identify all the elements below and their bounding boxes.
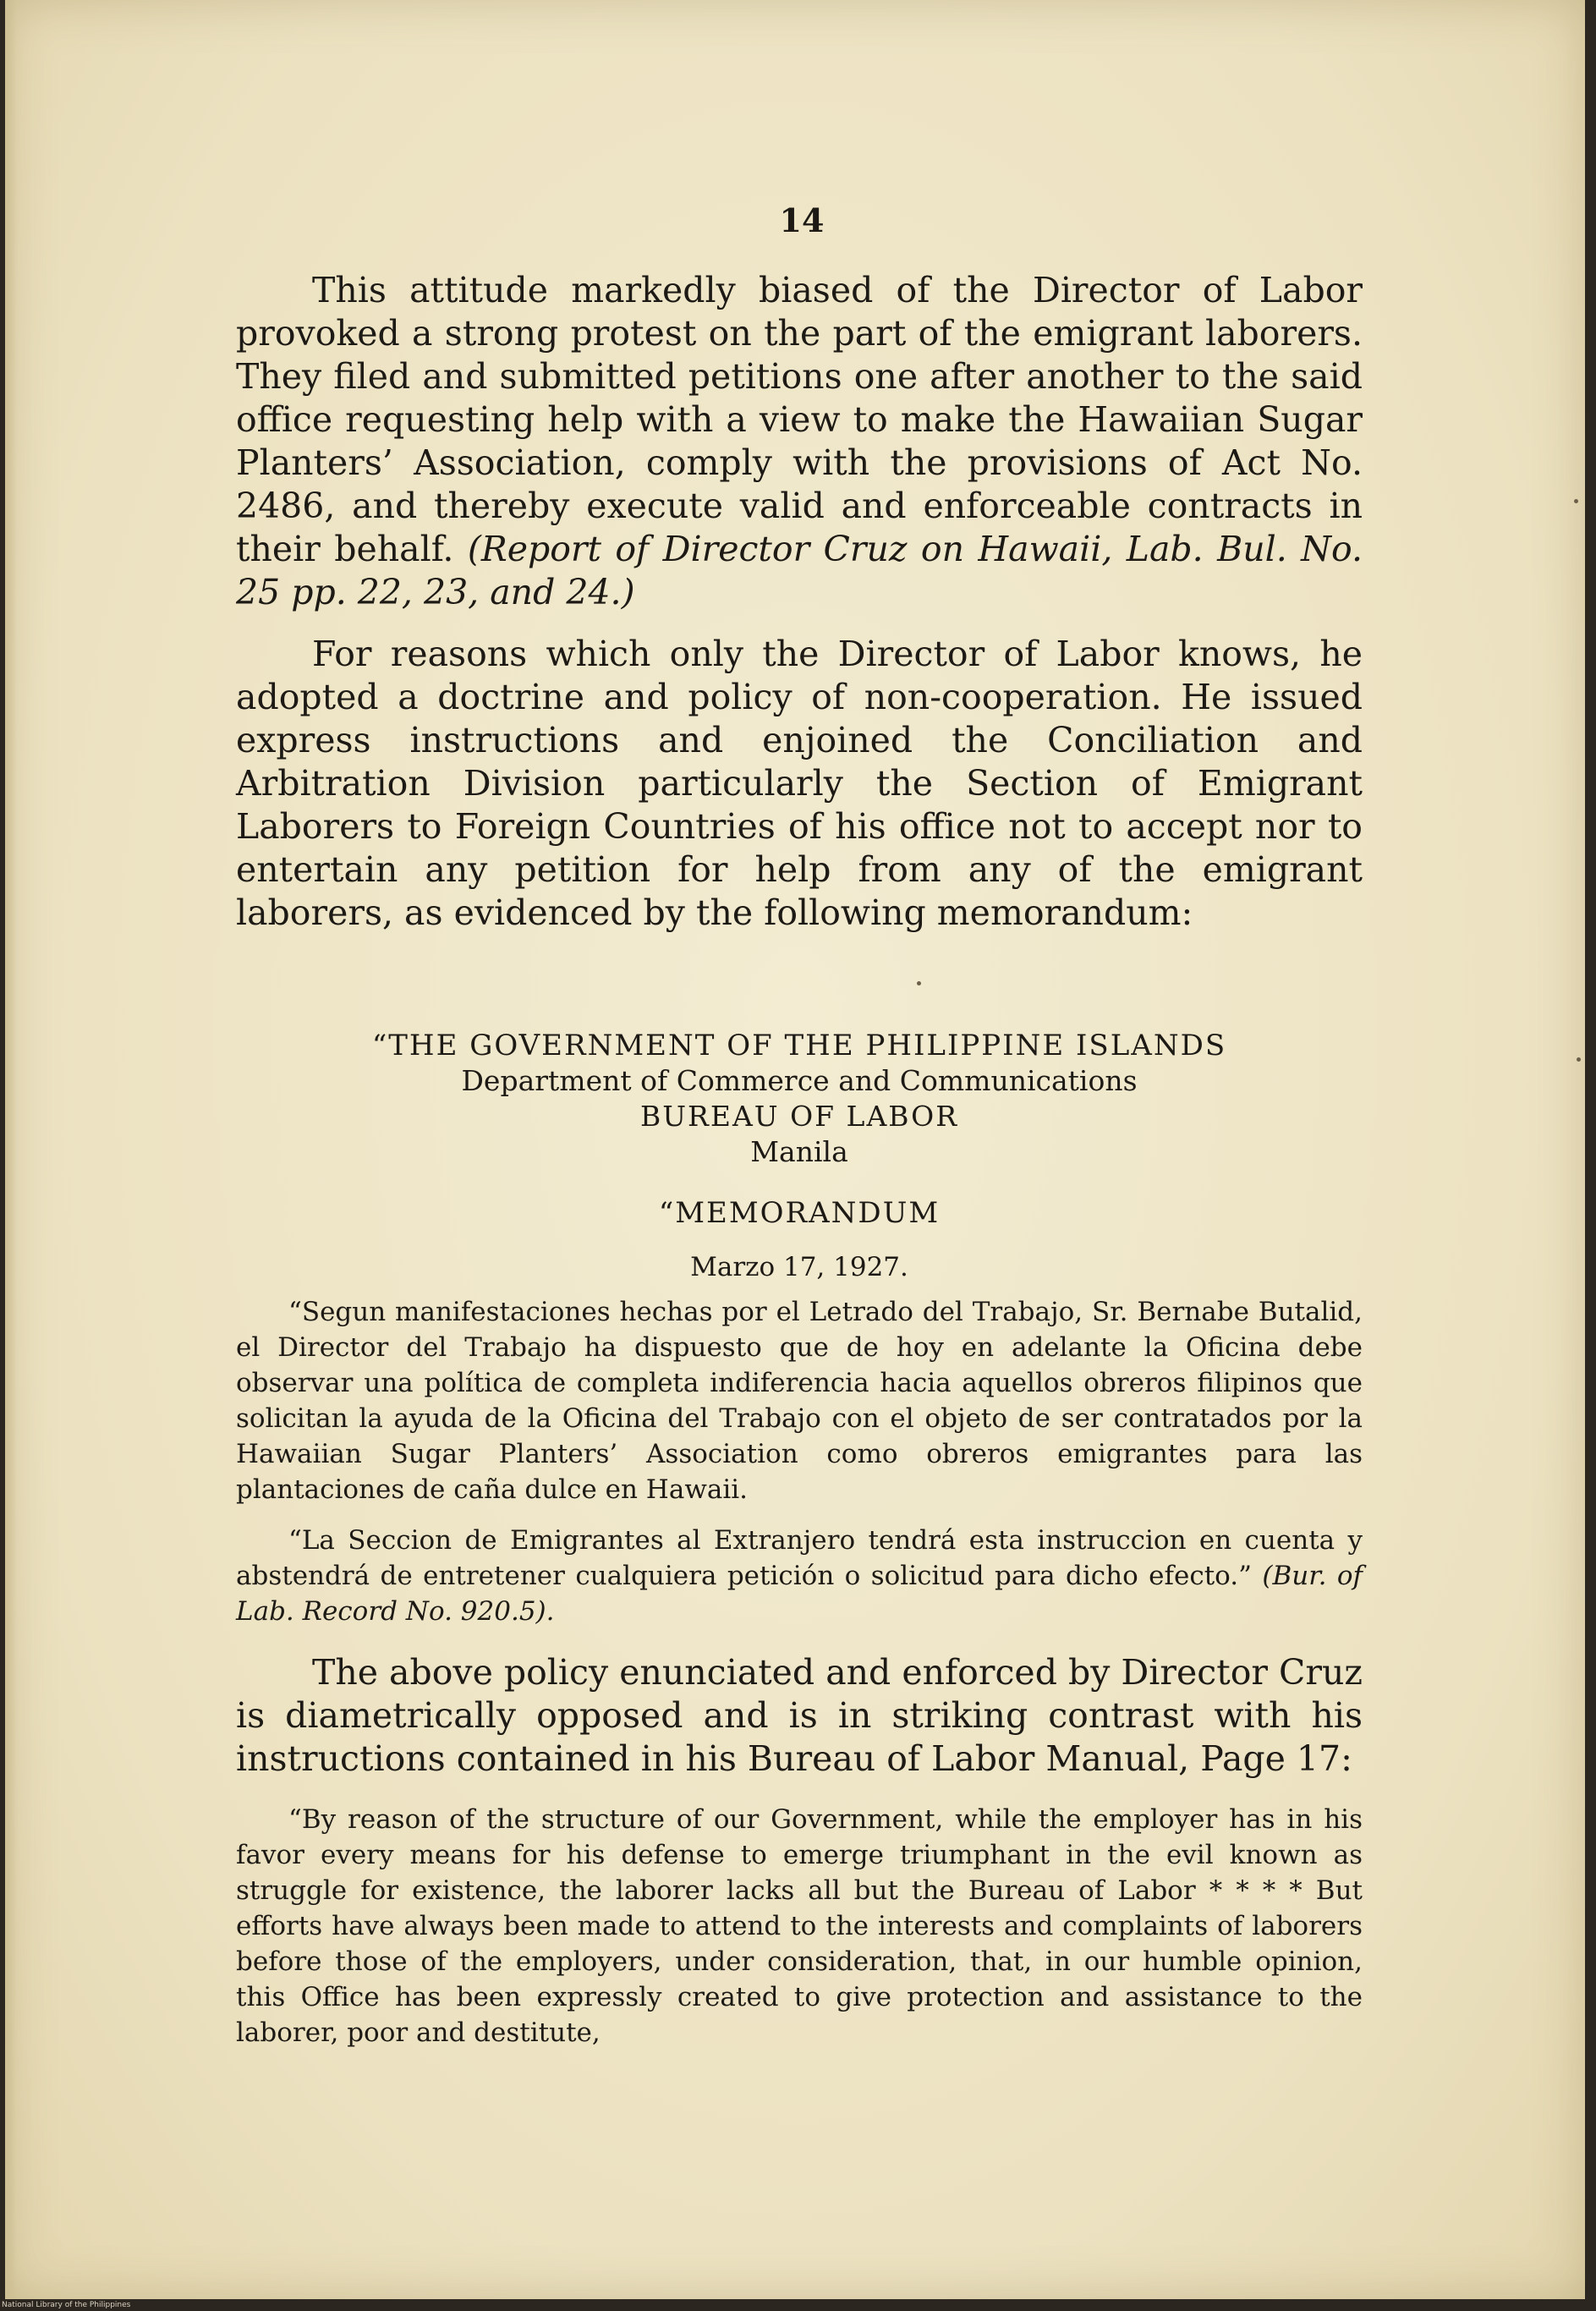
citation-record: (Bur. of Lab. Record No. 920.5). xyxy=(236,1561,1363,1627)
memo-body-1-text: “Segun manifestaciones hechas por el Letrado del Trabajo, Sr. Bernabe Butalid, el Director del Trabajo ha dispuesto que de hoy en adelante la Oficina debe observar una política de completa indiferencia hacia aquellos obreros filipinos que solicitan la ayuda de la Oficina del Trabajo con el objeto de ser contratados por la Hawaiian Sugar Planters’ Association como obreros emigrantes para las plantaciones de caña dulce en Hawaii. xyxy=(236,1297,1363,1505)
paragraph-policy-text: The above policy enunciated and enforced by Director Cruz is diametrically opposed and is in striking contrast with his instructions contained in his Bureau of Labor Manual, Page 17: xyxy=(236,1652,1363,1779)
memo-body-1 xyxy=(236,1294,1363,1507)
paragraph-non-cooperation xyxy=(236,633,1363,935)
citation-report: (Report of Director Cruz on Hawaii, Lab. Bul. No. 25 pp. 22, 23, and 24.) xyxy=(236,529,1363,612)
paragraph-policy xyxy=(236,1651,1363,1781)
memo-letterhead xyxy=(236,1028,1363,1170)
memo-city: Manila xyxy=(750,1135,848,1168)
margin-mark xyxy=(1574,499,1578,503)
paragraph-non-cooperation-text: For reasons which only the Director of Labor knows, he adopted a doctrine and policy of non-cooperation. He issued express instructions and enjoined the Conciliation and Arbitration Division particularly the Section of Emigrant Laborers to Foreign Countries of his office not to accept nor to entertain any petition for help from any of the emigrant laborers, as evidenced by the following memorandum: xyxy=(236,634,1363,933)
manual-quote xyxy=(236,1802,1363,2050)
page-number: 14 xyxy=(779,201,825,239)
page-edge-shadow xyxy=(5,0,17,2299)
manual-quote-text: “By reason of the structure of our Government, while the employer has in his favor every means for his defense to emerge triumphant in the evil known as struggle for existence, the laborer lacks all but the Bureau of Labor * * * * But efforts have always been made to attend to the interests and complaints of laborers before those of the employers, under consideration, that, in our humble opinion, this Office has been expressly created to give protection and assistance to the laborer, poor and destitute, xyxy=(236,1804,1363,2048)
memo-date: Marzo 17, 1927. xyxy=(690,1252,908,1282)
memo-bureau: BUREAU OF LABOR xyxy=(639,1100,959,1133)
scan-footer-mark: National Library of the Philippines xyxy=(2,2301,131,2309)
paragraph-attitude xyxy=(236,269,1363,614)
memo-department: Department of Commerce and Communications xyxy=(461,1064,1138,1097)
memo-title: “MEMORANDUM xyxy=(658,1196,941,1230)
memo-body-2 xyxy=(236,1523,1363,1629)
paragraph-attitude-text: This attitude markedly biased of the Director of Labor provoked a strong protest on the part of the emigrant laborers. They filed and submitted petitions one after another to the said office requesting help with a view to make the Hawaiian Sugar Planters’ Association, comply with the provisions of Act No. 2486, and thereby execute valid and enforceable contracts in their behalf. xyxy=(236,270,1363,569)
memo-body-2-text: “La Seccion de Emigrantes al Extranjero tendrá esta instruccion en cuenta y abstendrá de entretener cualquiera petición o solicitud para dicho efecto.” xyxy=(236,1525,1363,1591)
document-page xyxy=(5,0,1585,2299)
margin-mark xyxy=(1577,1057,1581,1062)
ink-speck xyxy=(917,981,921,985)
memo-government: “THE GOVERNMENT OF THE PHILIPPINE ISLANDS xyxy=(371,1029,1227,1062)
